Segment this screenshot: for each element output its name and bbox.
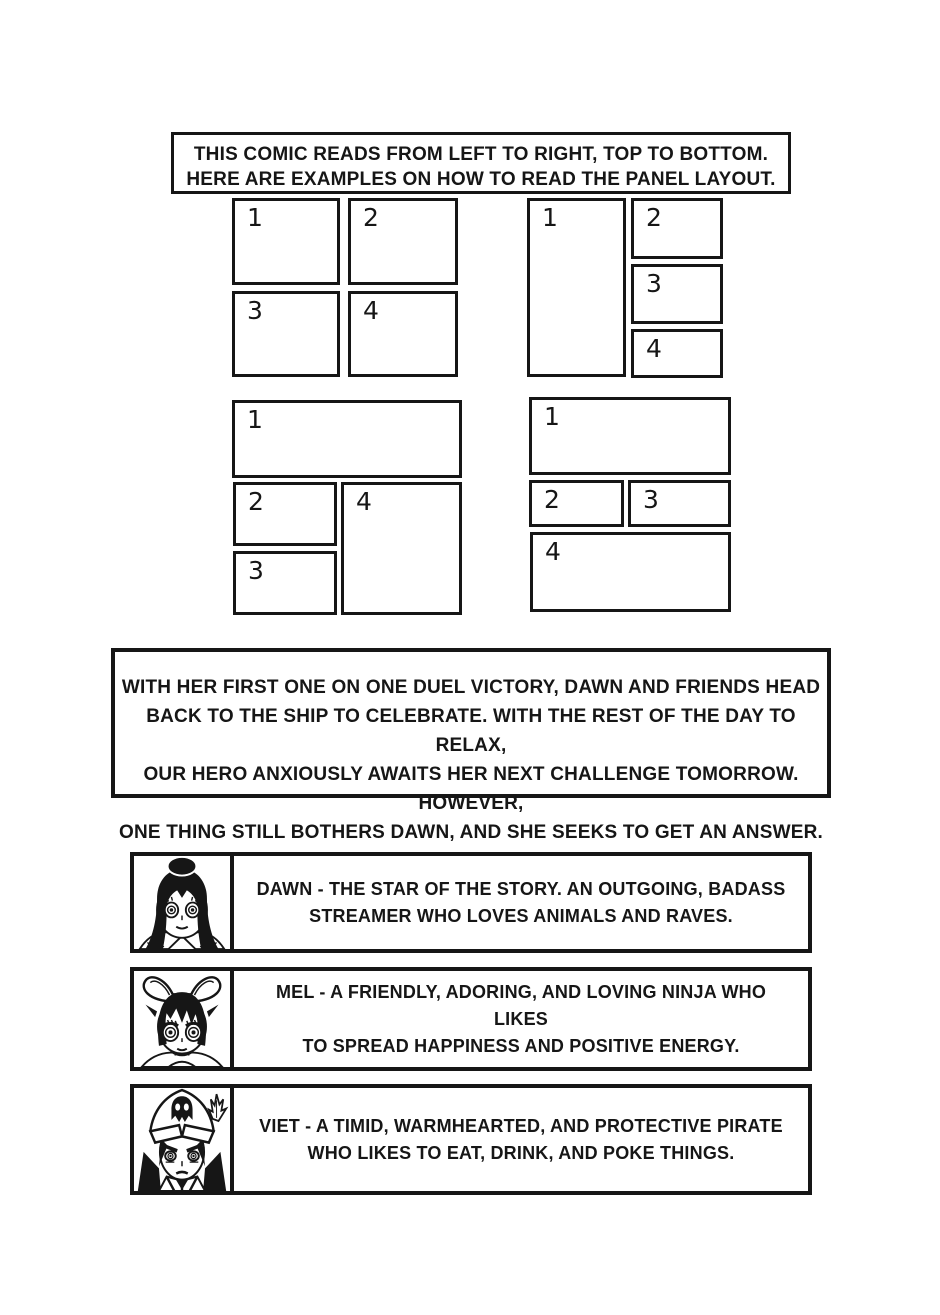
example4-panel-1: [529, 397, 731, 475]
example4-panel-4: [530, 532, 731, 612]
panel-number: 4: [356, 487, 372, 516]
mel-description-line-2: TO SPREAD HAPPINESS AND POSITIVE ENERGY.: [302, 1035, 740, 1056]
reading-instructions-box: [171, 132, 791, 194]
panel-number: 4: [646, 334, 662, 363]
viet-portrait-drawing: [134, 1088, 230, 1191]
example3-panel-1: [232, 400, 462, 478]
story-line-4: ONE THING STILL BOTHERS DAWN, AND SHE SEEKS TO GET AN ANSWER.: [119, 822, 823, 843]
panel-number: 1: [247, 405, 263, 434]
panel-number: 3: [646, 269, 662, 298]
example3-panel-3: [233, 551, 337, 615]
dawn-description-line-1: DAWN - THE STAR OF THE STORY. AN OUTGOING, BADASS: [256, 878, 786, 899]
dawn-description: [234, 856, 808, 949]
viet-description: [234, 1088, 808, 1191]
panel-number: 2: [248, 487, 264, 516]
panel-number: 3: [643, 485, 659, 514]
instructions-line-1: THIS COMIC READS FROM LEFT TO RIGHT, TOP TO BOTTOM.: [193, 144, 769, 165]
panel-number: 4: [545, 537, 561, 566]
example1-panel-1: [232, 198, 340, 285]
panel-number: 2: [646, 203, 662, 232]
example2-panel-3: [631, 264, 723, 324]
dawn-description-line-2: STREAMER WHO LOVES ANIMALS AND RAVES.: [309, 905, 733, 926]
viet-portrait: [134, 1088, 234, 1191]
panel-number: 1: [542, 203, 558, 232]
story-line-2: BACK TO THE SHIP TO CELEBRATE. WITH THE REST OF THE DAY TO RELAX,: [146, 706, 796, 756]
panel-number: 3: [248, 556, 264, 585]
mel-portrait: [134, 971, 234, 1067]
panel-number: 1: [247, 203, 263, 232]
example3-panel-4: [341, 482, 462, 615]
example2-panel-2: [631, 198, 723, 259]
panel-number: 2: [544, 485, 560, 514]
dawn-portrait-drawing: [134, 856, 230, 949]
example4-panel-2: [529, 480, 624, 527]
panel-number: 2: [363, 203, 379, 232]
instructions-line-2: HERE ARE EXAMPLES ON HOW TO READ THE PANEL LAYOUT.: [186, 169, 776, 190]
viet-description-line-2: WHO LIKES TO EAT, DRINK, AND POKE THINGS.: [307, 1142, 735, 1163]
character-card-dawn: [130, 852, 812, 953]
character-card-viet: [130, 1084, 812, 1195]
example3-panel-2: [233, 482, 337, 546]
character-card-mel: [130, 967, 812, 1071]
panel-number: 1: [544, 402, 560, 431]
mel-description-line-1: MEL - A FRIENDLY, ADORING, AND LOVING NINJA WHO LIKES: [275, 981, 767, 1029]
story-line-1: WITH HER FIRST ONE ON ONE DUEL VICTORY, DAWN AND FRIENDS HEAD: [121, 677, 821, 698]
viet-description-line-1: VIET - A TIMID, WARMHEARTED, AND PROTECTIVE PIRATE: [259, 1115, 783, 1136]
example2-panel-4: [631, 329, 723, 378]
example2-panel-1: [527, 198, 626, 377]
panel-number: 3: [247, 296, 263, 325]
story-line-3: OUR HERO ANXIOUSLY AWAITS HER NEXT CHALLENGE TOMORROW. HOWEVER,: [143, 764, 799, 814]
example1-panel-2: [348, 198, 458, 285]
story-recap-box: [111, 648, 831, 843]
mel-description: [234, 971, 808, 1067]
dawn-portrait: [134, 856, 234, 949]
panel-number: 4: [363, 296, 379, 325]
example1-panel-4: [348, 291, 458, 377]
mel-portrait-drawing: [134, 971, 230, 1067]
example1-panel-3: [232, 291, 340, 377]
example4-panel-3: [628, 480, 731, 527]
